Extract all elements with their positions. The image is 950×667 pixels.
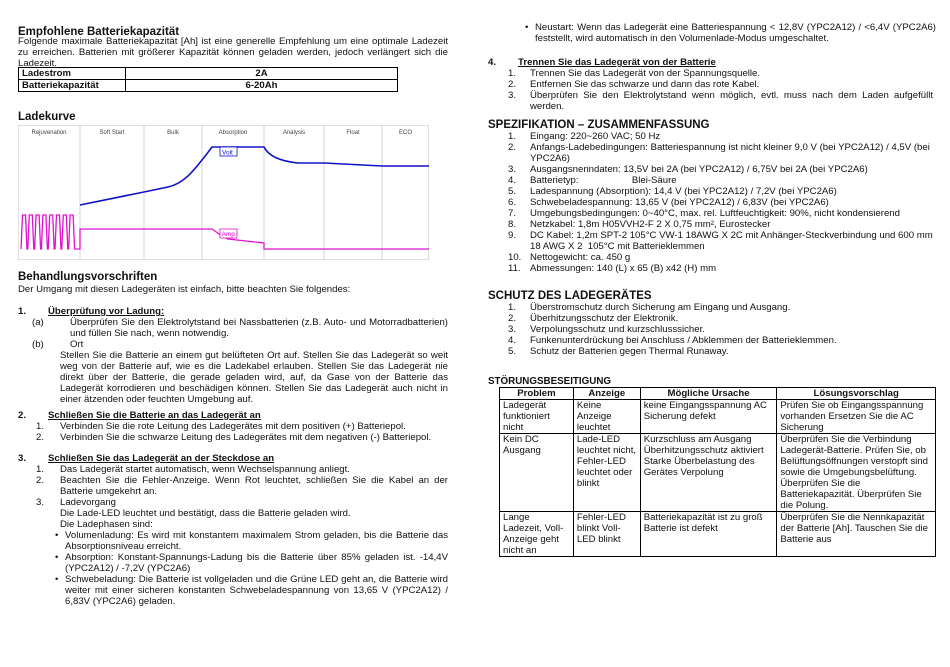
item-text: Ladespannung (Absorption): 14,4 V (bei YPC2A12) / 7,2V (bei YPC2A6) [530,186,837,197]
item-number: 5. [508,346,517,357]
item-text: Überprüfen Sie den Elektrolytstand bei Nassbatterien (z.B. Auto- und Motorradbatterien) und füllen Sie nach, wenn notwendig. [70,317,448,339]
list-item [488,90,933,112]
table-cell: Überprüfen Sie die Verbindung Ladegerät-Batterie. Prüfen Sie, ob Belüftungsöffnungen verstopft sind sowie die Umgebungsbelüftung. Überprüfen Sie die Batteriekapazität. Überprüfen Sie die Polung. [777,434,936,512]
phase-label: Float [346,130,360,136]
column-header: Mögliche Ursache [640,388,777,400]
list-item [488,324,933,335]
item-text: Funkenunterdrückung bei Anschluss / Abklemmen der Batterieklemmen. [530,335,837,346]
item-head: Ort [70,339,84,350]
item-text: Batterietyp: Blei-Säure [530,175,677,186]
list-item [18,464,448,475]
spec-label: Ladestrom [19,68,126,80]
list-item [488,175,933,186]
table-cell: Lange Ladezeit, Voll-Anzeige geht nicht an [500,512,574,557]
item-number: 3. [508,324,517,335]
item-text: Stellen Sie die Batterie an einem gut belüfteten Ort auf. Stellen Sie das Ladegerät so weit weg von der Batterie auf, wie es die Ladekabel erlauben. Stellen Sie das Ladegerät nie direkt über der Batterie, die gerade geladen wird, auf, da Gase von der Batterie das Ladegerät korrodieren und beschädigen können. Stellen Sie das Ladegerät auch nicht in einer ätzenden oder feuchten Umgebung auf. [60,350,448,405]
list-item [488,68,933,79]
item-number: 4. [508,335,517,346]
list-item [18,475,448,497]
spec-title: SPEZIFIKATION – ZUSAMMENFASSUNG [488,119,710,131]
table-cell: Keine Anzeige leuchtet [573,400,640,434]
section-number: 4. [488,57,497,68]
section-title: Schließen Sie die Batterie an das Ladegerät an [48,410,261,421]
item-number: 2. [36,475,45,486]
column-header: Anzeige [573,388,640,400]
item-text: Trennen Sie das Ladegerät von der Spannungsquelle. [530,68,761,79]
table-cell: keine Eingangsspannung AC Sicherung defekt [640,400,777,434]
list-item [488,208,933,219]
list-item [488,186,933,197]
table-row [500,400,936,434]
item-text: Schwebeladespannung: 13,65 V (bei YPC2A12) / 6,83V (bei YPC2A6) [530,197,829,208]
item-number: 3. [36,497,45,508]
table-cell: Kein DC Ausgang [500,434,574,512]
item-text: Netzkabel: 1,8m H05VVH2-F 2 X 0,75 mm², Eurostecker [530,219,771,230]
item-number: 2. [508,79,517,90]
item-number: 2. [36,432,45,443]
table-row [500,434,936,512]
list-item [488,252,933,263]
section-4-heading [488,57,933,68]
handling-title: Behandlungsvorschriften [18,271,158,283]
table-cell: Ladegerät funktioniert nicht [500,400,574,434]
item-number: 7. [508,208,517,219]
charge-curve-svg [18,125,429,260]
column-header: Problem [500,388,574,400]
protect-list [488,302,933,357]
neustart-list [524,22,936,44]
section-3 [18,453,448,607]
item-number: 1. [36,421,45,432]
item-number: 8. [508,219,517,230]
spec-value: 2A [126,68,398,80]
item-number: 10. [508,252,522,263]
item-text: Schutz der Batterien gegen Thermal Runaway. [530,346,729,357]
column-header: Lösungsvorschlag [777,388,936,400]
table-cell: Fehler-LED blinkt Voll-LED blinkt [573,512,640,557]
section-number: 1. [18,306,27,317]
list-item: • Absorption: Konstant-Spannungs-Ladung bis die Batterie über 85% geladen ist. -14,4V (YPC2A12) / -7,2V (YPC2A6) [54,552,448,574]
section-1 [18,306,448,405]
list-item: • Volumenladung: Es wird mit konstantem maximalem Strom geladen, bis die Batterie das Absorptionsniveau erreicht. [54,530,448,552]
list-item [18,497,448,508]
list-item [488,302,933,313]
list-item [488,131,933,142]
item-text: Das Ladegerät startet automatisch, wenn Wechselspannung anliegt. [60,464,350,475]
volt-legend-label: Volt [222,149,233,157]
item-text: Verbinden Sie die rote Leitung des Ladegerätes mit dem positiven (+) Batteriepol. [60,421,406,432]
item-text: Überstromschutz durch Sicherung am Eingang und Ausgang. [530,302,791,313]
table-row [500,512,936,557]
section-1-heading [18,306,448,317]
list-item [18,432,448,443]
table-cell: Kurzschluss am Ausgang Überhitzungsschutz aktiviert Starke Überbelastung des Gerätes Verpolung [640,434,777,512]
capacity-title: Empfohlene Batteriekapazität [18,26,180,38]
phase-list [18,530,448,607]
item-text: Entfernen Sie das schwarze und dann das rote Kabel. [530,79,760,90]
item-number: 9. [508,230,517,241]
item-number: 3. [508,164,517,175]
item-text: Verbinden Sie die schwarze Leitung des Ladegerätes mit dem negativen (-) Batteriepol. [60,432,432,443]
phase-label: Soft Start [99,130,125,136]
item-text: Umgebungsbedingungen: 0~40°C, max. rel. Luftfeuchtigkeit: 90%, nicht kondensierend [530,208,900,219]
item-text: Abmessungen: 140 (L) x 65 (B) x42 (H) mm [530,263,717,274]
item-b [18,339,448,350]
phase-label: Analysis [282,130,306,136]
item-text: Beachten Sie die Fehler-Anzeige. Wenn Rot leuchtet, schließen Sie die Kabel an der Batterie umgekehrt an. [60,475,448,497]
charge-line-a: Die Lade-LED leuchtet und bestätigt, dass die Batterie geladen wird. [60,508,351,519]
item-text: Ausgangsnenndaten: 13,5V bei 2A (bei YPC2A12) / 6,75V bei 2A (bei YPC2A6) [530,164,868,175]
item-number: 3. [508,90,517,101]
list-item: • Schwebeladung: Die Batterie ist vollgeladen und die Grüne LED geht an, die Batterie wird weiter mit einer sicheren konstanten Schwebeladespannung von 13,65 V (YPC2A12) / 6,83V (YPC2A6) geladen. [54,574,448,607]
section-number: 2. [18,410,27,421]
item-number: 1. [508,68,517,79]
list-item [488,263,933,274]
section-3-heading [18,453,448,464]
phase-label: Absorption [218,130,248,136]
list-item [18,421,448,432]
table-header-row [500,388,936,400]
handling-intro: Der Umgang mit diesen Ladegeräten ist einfach, bitte beachten Sie folgendes: [18,284,351,295]
spec-list [488,131,936,274]
section-number: 3. [18,453,27,464]
list-item [488,164,933,175]
list-item [488,142,933,164]
capacity-text: Folgende maximale Batteriekapazität [Ah] ist eine generelle Empfehlung um eine optimale Ladezeit zu erreichen. Batterien mit größerer Kapazität können geladen werden, jedoch verlängert sich die Ladezeit. [18,36,448,69]
protect-title: SCHUTZ DES LADEGERÄTES [488,290,652,302]
item-number: 5. [508,186,517,197]
list-item [488,346,933,357]
item-a [18,317,448,339]
phase-label: ECO [398,130,413,136]
section-title: Überprüfung vor Ladung: [48,306,165,317]
section-4 [488,57,933,112]
list-item [488,197,933,208]
item-number: 11. [508,263,521,274]
list-item [488,219,933,230]
item-text: Überhitzungsschutz der Elektronik. [530,313,679,324]
item-number: 1. [508,131,517,142]
spec-label: Batteriekapazität [19,80,126,92]
section-title: Schließen Sie das Ladegerät an der Steckdose an [48,453,275,464]
item-number: 6. [508,197,517,208]
phase-label: Bulk [167,130,179,136]
item-text: Verpolungsschutz und kurzschlusssicher. [530,324,705,335]
item-label: (a) [32,317,44,328]
item-text: Überprüfen Sie den Elektrolytstand wenn möglich, evtl. muss nach dem Laden aufgefüllt werden. [530,90,933,112]
table-row [19,80,398,92]
charge-curve-chart [18,125,429,260]
section-2-heading [18,410,448,421]
item-text: DC Kabel: 1,2m SPT-2 105°C VW-1 18AWG X 2C mit Anhänger-Steckverbindung und 600 mm 18 AWG X 2 105°C mit Batterieklemmen [530,230,936,252]
item-text: Ladevorgang [60,497,117,508]
capacity-table [18,67,398,92]
table-cell: Überprüfen Sie die Nennkapazität der Batterie [Ah]. Tauschen Sie die Batterie aus [777,512,936,557]
table-row [19,68,398,80]
item-number: 4. [508,175,517,186]
list-item [488,79,933,90]
item-label: (b) [32,339,44,350]
list-item [488,313,933,324]
list-item: • Neustart: Wenn das Ladegerät eine Batteriespannung < 12,8V (YPC2A12) / <6,4V (YPC2A6) feststellt, wird automatisch in den Volumenlade-Modus umgeschaltet. [524,22,936,44]
item-text: Eingang: 220~260 VAC; 50 Hz [530,131,661,142]
list-item [488,335,933,346]
section-2 [18,410,448,443]
list-item [488,230,936,252]
item-number: 2. [508,313,517,324]
item-text: Nettogewicht: ca. 450 g [530,252,631,263]
trouble-table [499,387,936,557]
charge-line-b: Die Ladephasen sind: [60,519,153,530]
trouble-title: STÖRUNGSBESEITIGUNG [488,376,612,387]
item-number: 2. [508,142,517,153]
table-cell: Batteriekapazität ist zu groß Batterie ist defekt [640,512,777,557]
item-text: Anfangs-Ladebedingungen: Batteriespannung ist nicht kleiner 9,0 V (bei YPC2A12) / 4,5V (bei YPC2A6) [530,142,933,164]
item-number: 1. [508,302,517,313]
spec-value: 6-20Ah [126,80,398,92]
item-number: 1. [36,464,45,475]
table-cell: Prüfen Sie ob Eingangsspannung vorhanden Ersetzen Sie die AC Sicherung [777,400,936,434]
table-cell: Lade-LED leuchtet nicht, Fehler-LED leuchtet oder blinkt [573,434,640,512]
amp-legend-label: Amp. [221,231,237,238]
curve-title: Ladekurve [18,111,76,123]
section-title: Trennen Sie das Ladegerät von der Batterie [518,57,716,68]
phase-label: Rejuvenation [31,130,67,136]
